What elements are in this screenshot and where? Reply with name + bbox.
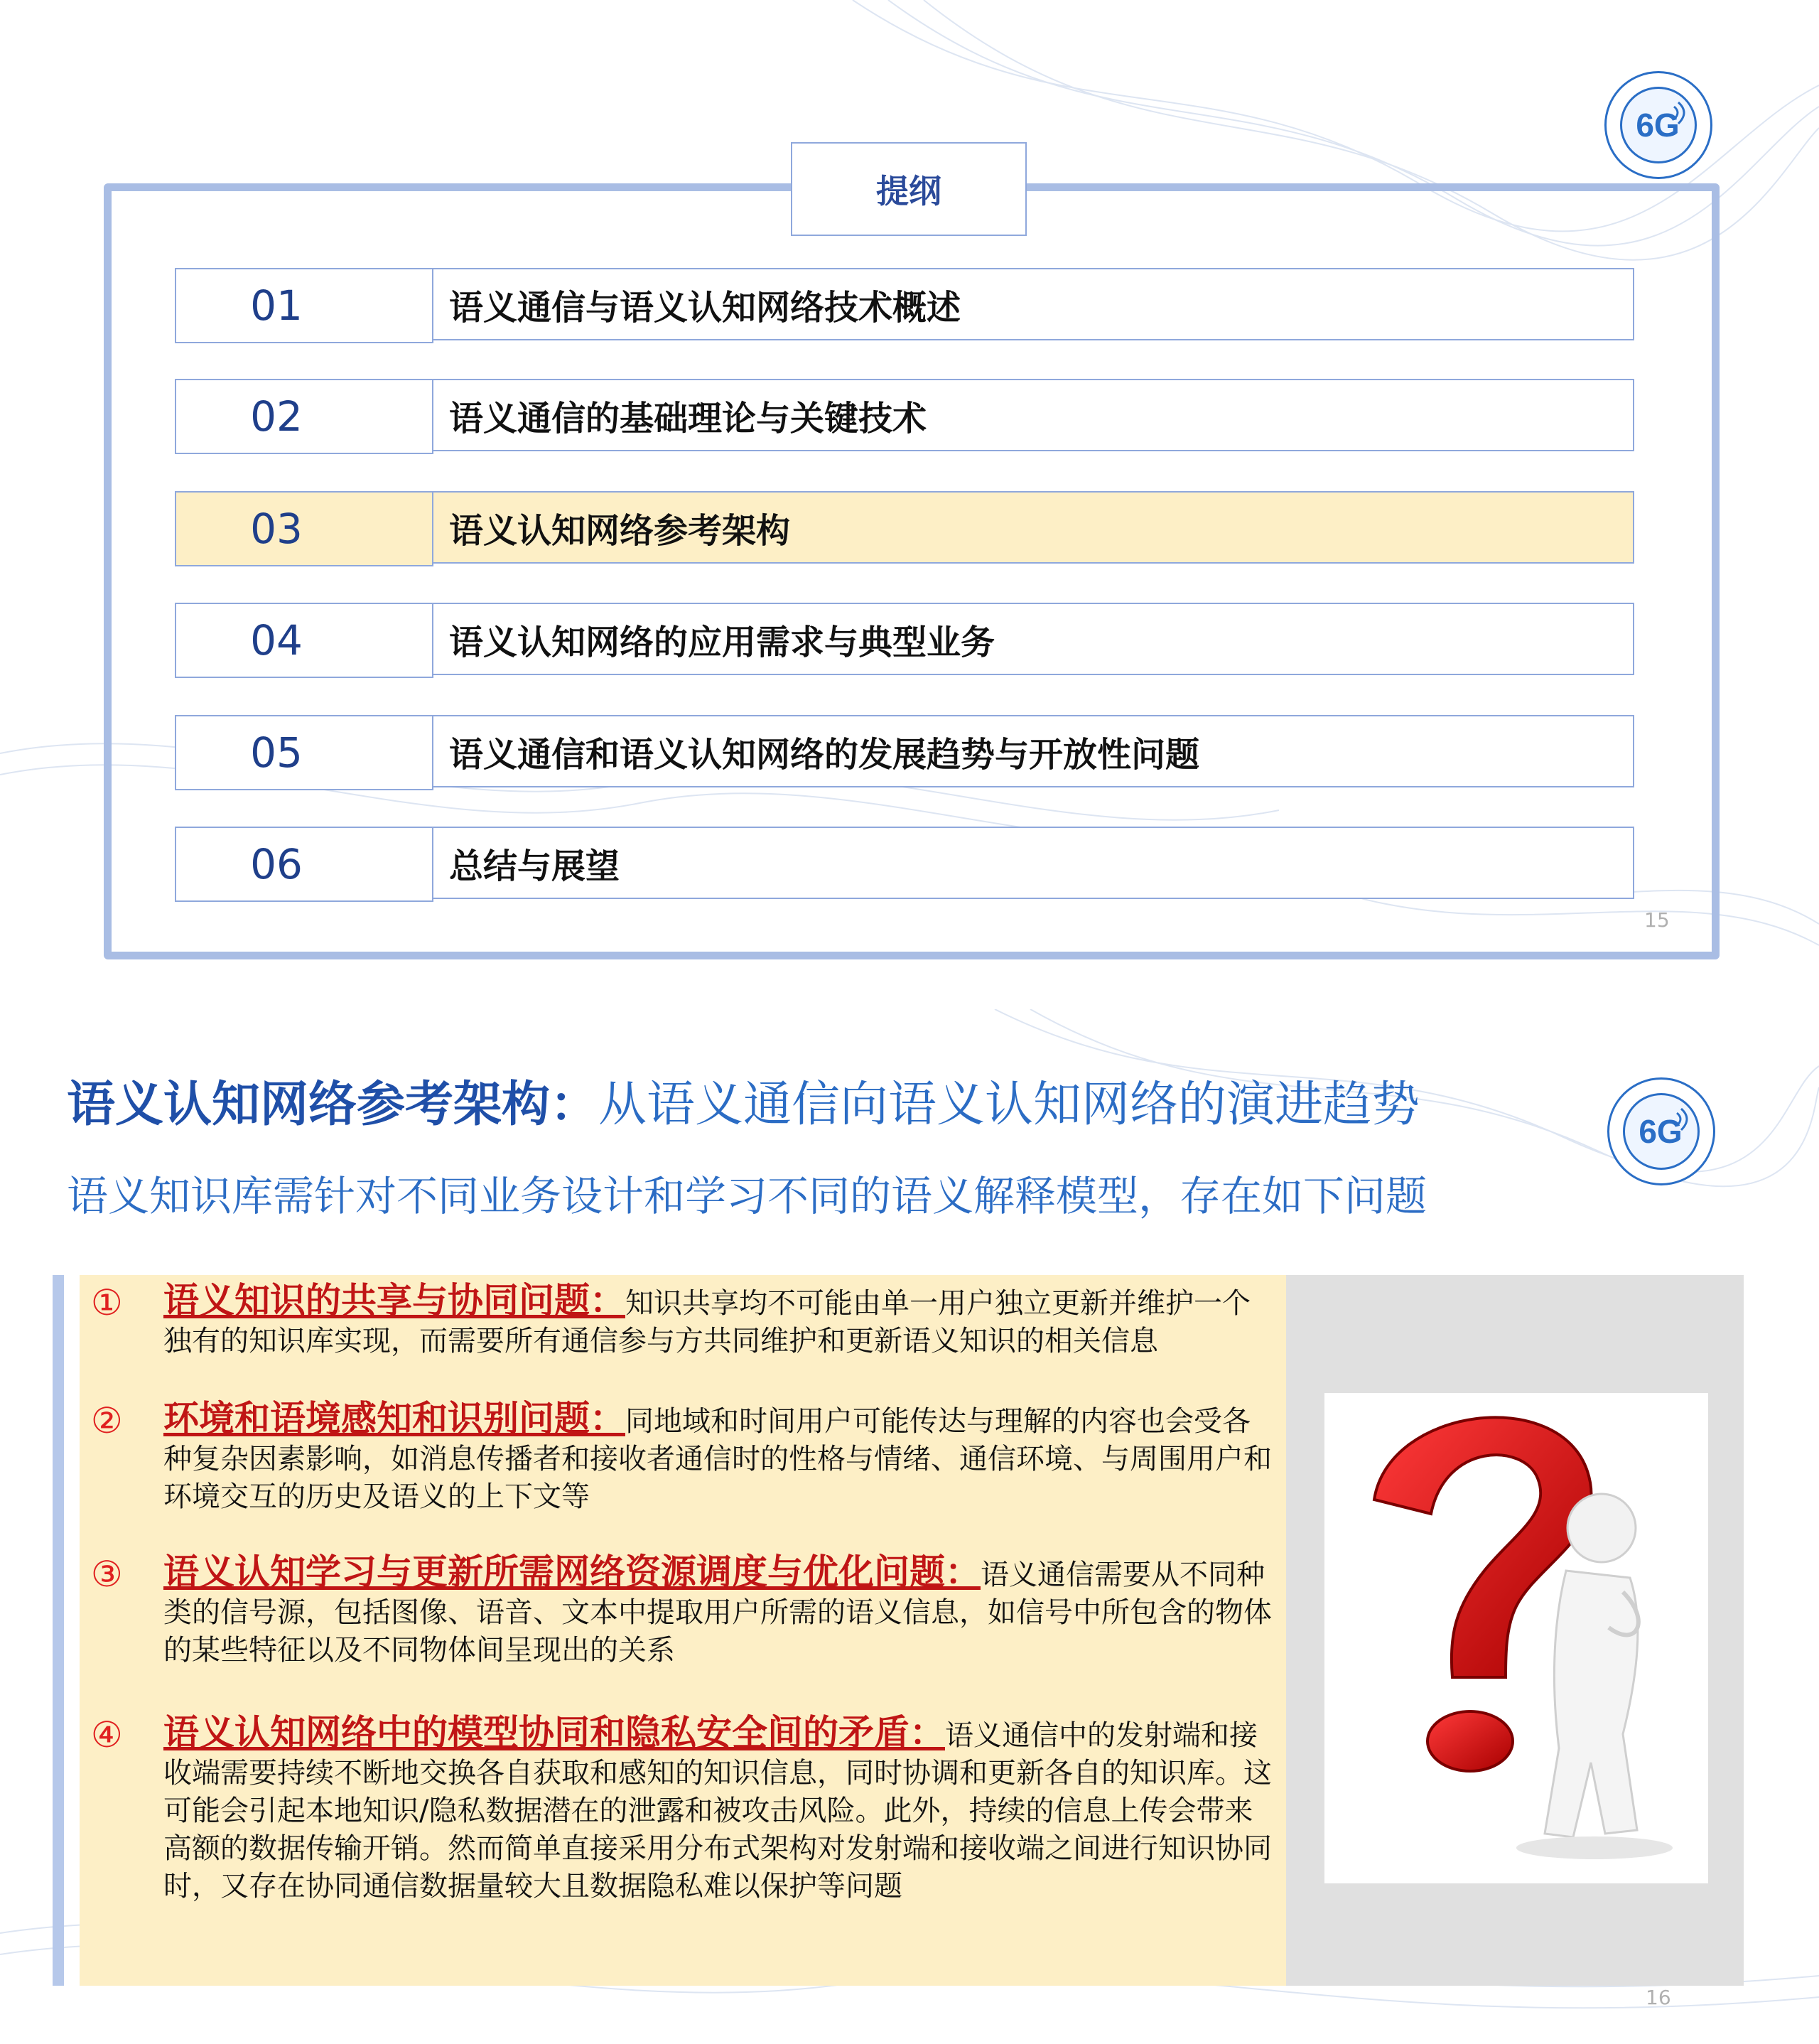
item-number: 03 — [175, 491, 378, 566]
item-text: 语义通信和语义认知网络的发展趋势与开放性问题 — [432, 715, 1634, 787]
issue-text: 语义通信中的发射端和接收端需要持续不断地交换各自获取和感知的知识信息，同时协调和更新各自的知识库。这可能会引起本地知识/隐私数据潜在的泄露和被攻击风险。此外，持续的信息上传会带来高额的数据传输开销。然而简单直接采用分布式架构对发射端和接收端之间进行知识协同时，又存在协同通信数据量较大且数据隐私难以保护等问题 — [163, 1719, 1272, 1903]
outline-item-06[interactable] — [175, 827, 1637, 902]
outline-item-04[interactable] — [175, 603, 1637, 678]
item-text: 语义通信的基础理论与关键技术 — [432, 379, 1634, 451]
question-mark-icon — [1324, 1393, 1708, 1883]
item-text: 语义认知网络的应用需求与典型业务 — [432, 603, 1634, 675]
6g-logo-icon — [1604, 71, 1711, 178]
item-text: 语义认知网络参考架构 — [432, 491, 1634, 564]
item-number: 02 — [175, 379, 378, 454]
question-mark-figure-image — [1324, 1393, 1708, 1883]
imt2030-logo — [1604, 71, 1711, 178]
issue-heading: 环境和语境感知和识别问题： — [163, 1398, 625, 1439]
item-text: 语义通信与语义认知网络技术概述 — [432, 268, 1634, 340]
slide-title: 语义认知网络参考架构：从语义通信向语义认知网络的演进趋势 — [67, 1077, 1420, 1133]
issue-text: 知识共享均不可能由单一用户独立更新并维护一个独有的知识库实现，而需要所有通信参与方共同维护和更新语义知识的相关信息 — [163, 1287, 1251, 1357]
svg-text:6G: 6G — [1636, 107, 1680, 144]
outline-item-02[interactable] — [175, 379, 1637, 454]
slide-outline — [0, 0, 1819, 981]
item-number: 01 — [175, 268, 378, 343]
issue-text: 语义通信需要从不同种类的信号源，包括图像、语音、文本中提取用户所需的语义信息，如信号中所包含的物体的某些特征以及不同物体间呈现出的关系 — [163, 1559, 1272, 1667]
slide-subtitle: 语义知识库需针对不同业务设计和学习不同的语义解释模型，存在如下问题 — [67, 1172, 1427, 1220]
item-number: 05 — [175, 715, 378, 790]
issue-heading: 语义认知学习与更新所需网络资源调度与优化问题： — [163, 1551, 981, 1593]
6g-logo-icon — [1607, 1077, 1714, 1184]
page-number: 15 — [1644, 908, 1670, 932]
issue-heading: 语义认知网络中的模型协同和隐私安全间的矛盾： — [163, 1712, 945, 1753]
page-number: 16 — [1646, 1986, 1671, 2009]
item-number: 04 — [175, 603, 378, 678]
outline-item-01[interactable] — [175, 268, 1637, 343]
imt2030-logo — [1607, 1077, 1714, 1184]
outline-item-03-current[interactable] — [175, 491, 1637, 566]
issue-heading: 语义知识的共享与协同问题： — [163, 1280, 625, 1321]
outline-title: 提纲 — [791, 142, 1027, 236]
item-number: 06 — [175, 827, 378, 902]
item-text: 总结与展望 — [432, 827, 1634, 899]
slide-architecture-issues: 6G 语义认知网络参考架构：从语义通信向语义认知网络的演进趋势 语义知识库需针对不同业务设计和学习不同的语义解释模型，存在如下问题 ① 语义知识的共享与协同问题：知识共享均不可能由单一用户独立更新并维护一个独有的知识库实现，而需要所有通信参与方共同维护和更新语义知识的相关信息 ② 环境和语境感知和识别问题：同地域和时间用户可能传达与理解的内容也会受各种复杂因素影响，如消息传播者和接收者通信时的性格与情绪、通信环境、与周围用户和环境交互的历史及语义的上下文等 ③ 语义认知学习与更新所需网络资源调度与优化问题：语义通信需要从不同种类的信号源，包括图像、语音、文本中提取用户所需的语义信息，如信号中所包含的物体的某些特征以及不同物体间呈现出的关系 ④ 语义认知网络中的模型协同和隐私安全间的矛盾：语义通信中的发射端和接收端需要持续不断地交换各自获取和感知的知识信息，同时协调和更新各自的知识库。这可能会引起本地知识/隐私数据潜在的泄露和被攻击风险。此外，持续的信息上传会带来高额的数据传输开销。然而简单直接采用分布式架构对发射端和接收端之间进行知识协同时，又存在协同通信数据量较大且数据隐私难以保护等问题 16 — [0, 1009, 1819, 2044]
panel-accent-bar — [53, 1275, 64, 1986]
outline-item-05[interactable] — [175, 715, 1637, 790]
issue-text: 同地域和时间用户可能传达与理解的内容也会受各种复杂因素影响，如消息传播者和接收者通信时的性格与情绪、通信环境、与周围用户和环境交互的历史及语义的上下文等 — [163, 1405, 1272, 1513]
svg-text:6G: 6G — [1639, 1113, 1683, 1150]
